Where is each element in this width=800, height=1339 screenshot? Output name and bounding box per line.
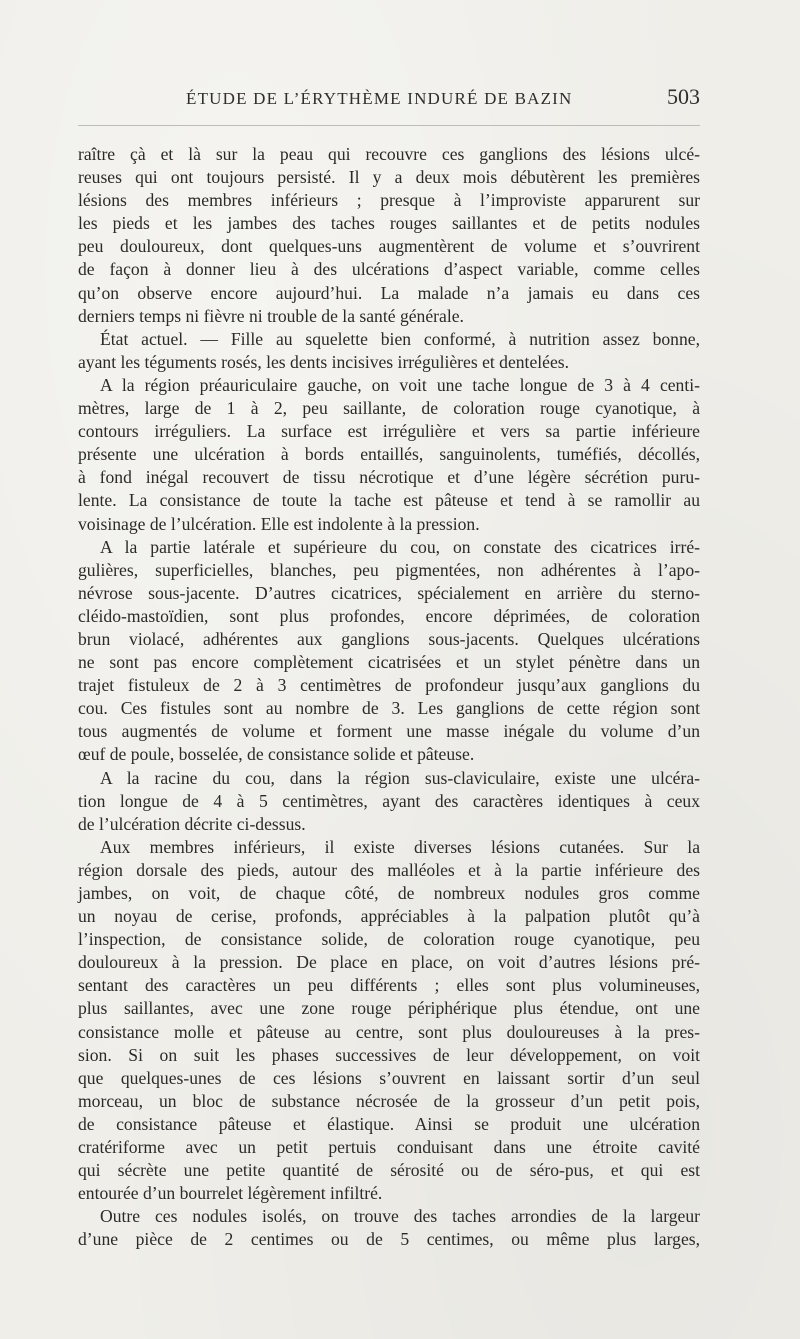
text-line: consistance molle et pâteuse au centre, sont plus douloureuses à la pres- [78,1021,700,1042]
text-line: cratériforme avec un petit pertuis conduisant dans une étroite cavité [78,1137,700,1158]
text-line: douloureux à la pression. De place en place, on voit d’autres lésions pré- [78,952,700,973]
text-line: cléido-mastoïdien, sont plus profondes, encore déprimées, de coloration [78,605,700,626]
text-line: Aux membres inférieurs, il existe diverses lésions cutanées. Sur la [100,836,700,857]
text-line: voisinage de l’ulcération. Elle est indolente à la pression. [78,513,480,534]
text-line: les pieds et les jambes des taches rouges saillantes et de petits nodules [78,213,700,234]
text-line: sentant des caractères un peu différents ; elles sont plus volumineuses, [78,975,700,996]
text-line: lésions des membres inférieurs ; presque à l’improviste apparurent sur [78,190,700,211]
running-title: ÉTUDE DE L’ÉRYTHÈME INDURÉ DE BAZIN [186,89,573,108]
text-line: Outre ces nodules isolés, on trouve des taches arrondies de la largeur [100,1206,700,1227]
text-line: mètres, large de 1 à 2, peu saillante, de coloration rouge cyanotique, à [78,398,700,419]
text-line: entourée d’un bourrelet légèrement infiltré. [78,1183,383,1204]
text-line: reuses qui ont toujours persisté. Il y a deux mois débutèrent les premières [78,167,700,188]
text-line: tous augmentés de volume et forment une masse inégale du volume d’un [78,721,700,742]
text-line: lente. La consistance de toute la tache est pâteuse et tend à se ramollir au [78,490,700,511]
text-line: A la région préauriculaire gauche, on voit une tache longue de 3 à 4 centi- [100,374,700,395]
text-line: plus saillantes, avec une zone rouge périphérique plus étendue, ont une [78,998,700,1019]
text-line: raître çà et là sur la peau qui recouvre ces ganglions des lésions ulcé- [78,144,700,164]
page-header [78,84,700,114]
text-line: cou. Ces fistules sont au nombre de 3. Les ganglions de cette région sont [78,698,700,719]
text-line: de l’ulcération décrite ci-dessus. [78,813,306,834]
text-line: qui sécrète une petite quantité de sérosité ou de séro-pus, et qui est [78,1160,700,1181]
text-line: peu douloureux, dont quelques-uns augmentèrent de volume et s’ouvrirent [78,236,700,257]
text-line: trajet fistuleux de 2 à 3 centimètres de profondeur jusqu’aux ganglions du [78,675,700,696]
text-line: sion. Si on suit les phases successives de leur développement, on voit [78,1044,700,1065]
text-line: de façon à donner lieu à des ulcérations d’aspect variable, comme celles [78,259,700,280]
text-line: à fond inégal recouvert de tissu nécrotique et d’une légère sécrétion puru- [78,467,700,488]
text-line: l’inspection, de consistance solide, de coloration rouge cyanotique, peu [78,929,700,950]
text-line: brun violacé, adhérentes aux ganglions sous-jacents. Quelques ulcérations [78,628,700,649]
text-line: morceau, un bloc de substance nécrosée de la grosseur d’un petit pois, [78,1090,700,1111]
text-line: État actuel. — Fille au squelette bien conformé, à nutrition assez bonne, [100,328,700,349]
text-line: œuf de poule, bosselée, de consistance solide et pâteuse. [78,744,475,765]
text-line: névrose sous-jacente. D’autres cicatrices, spécialement en arrière du sterno- [78,582,700,603]
text-line: qu’on observe encore aujourd’hui. La malade n’a jamais eu dans ces [78,282,700,303]
text-line: A la partie latérale et supérieure du cou, on constate des cicatrices irré- [100,536,700,557]
text-line: un noyau de cerise, profonds, appréciables à la palpation plutôt qu’à [78,906,700,927]
header-rule [78,125,700,126]
text-line: d’une pièce de 2 centimes ou de 5 centimes, ou même plus larges, [78,1229,700,1250]
text-line: que quelques-unes de ces lésions s’ouvrent en laissant sortir d’un seul [78,1067,700,1088]
text-line: derniers temps ni fièvre ni trouble de la santé générale. [78,305,464,326]
text-line: région dorsale des pieds, autour des malléoles et à la partie inférieure des [78,859,700,880]
text-line: de consistance pâteuse et élastique. Ainsi se produit une ulcération [78,1113,700,1134]
body-text [78,143,700,1252]
text-line: ne sont pas encore complètement cicatrisées et un stylet pénètre dans un [78,652,700,673]
text-line: gulières, superficielles, blanches, peu pigmentées, non adhérentes à l’apo- [78,559,700,580]
text-line: tion longue de 4 à 5 centimètres, ayant des caractères identiques à ceux [78,790,700,811]
text-line: ayant les téguments rosés, les dents incisives irrégulières et dentelées. [78,351,570,372]
text-line: A la racine du cou, dans la région sus-claviculaire, existe une ulcéra- [100,767,700,788]
text-line: présente une ulcération à bords entaillés, sanguinolents, tuméfiés, décollés, [78,444,700,465]
text-line: contours irréguliers. La surface est irrégulière et vers sa partie inférieure [78,421,700,442]
page-number: 503 [667,84,700,109]
text-line: jambes, on voit, de chaque côté, de nombreux nodules gros comme [78,883,700,903]
